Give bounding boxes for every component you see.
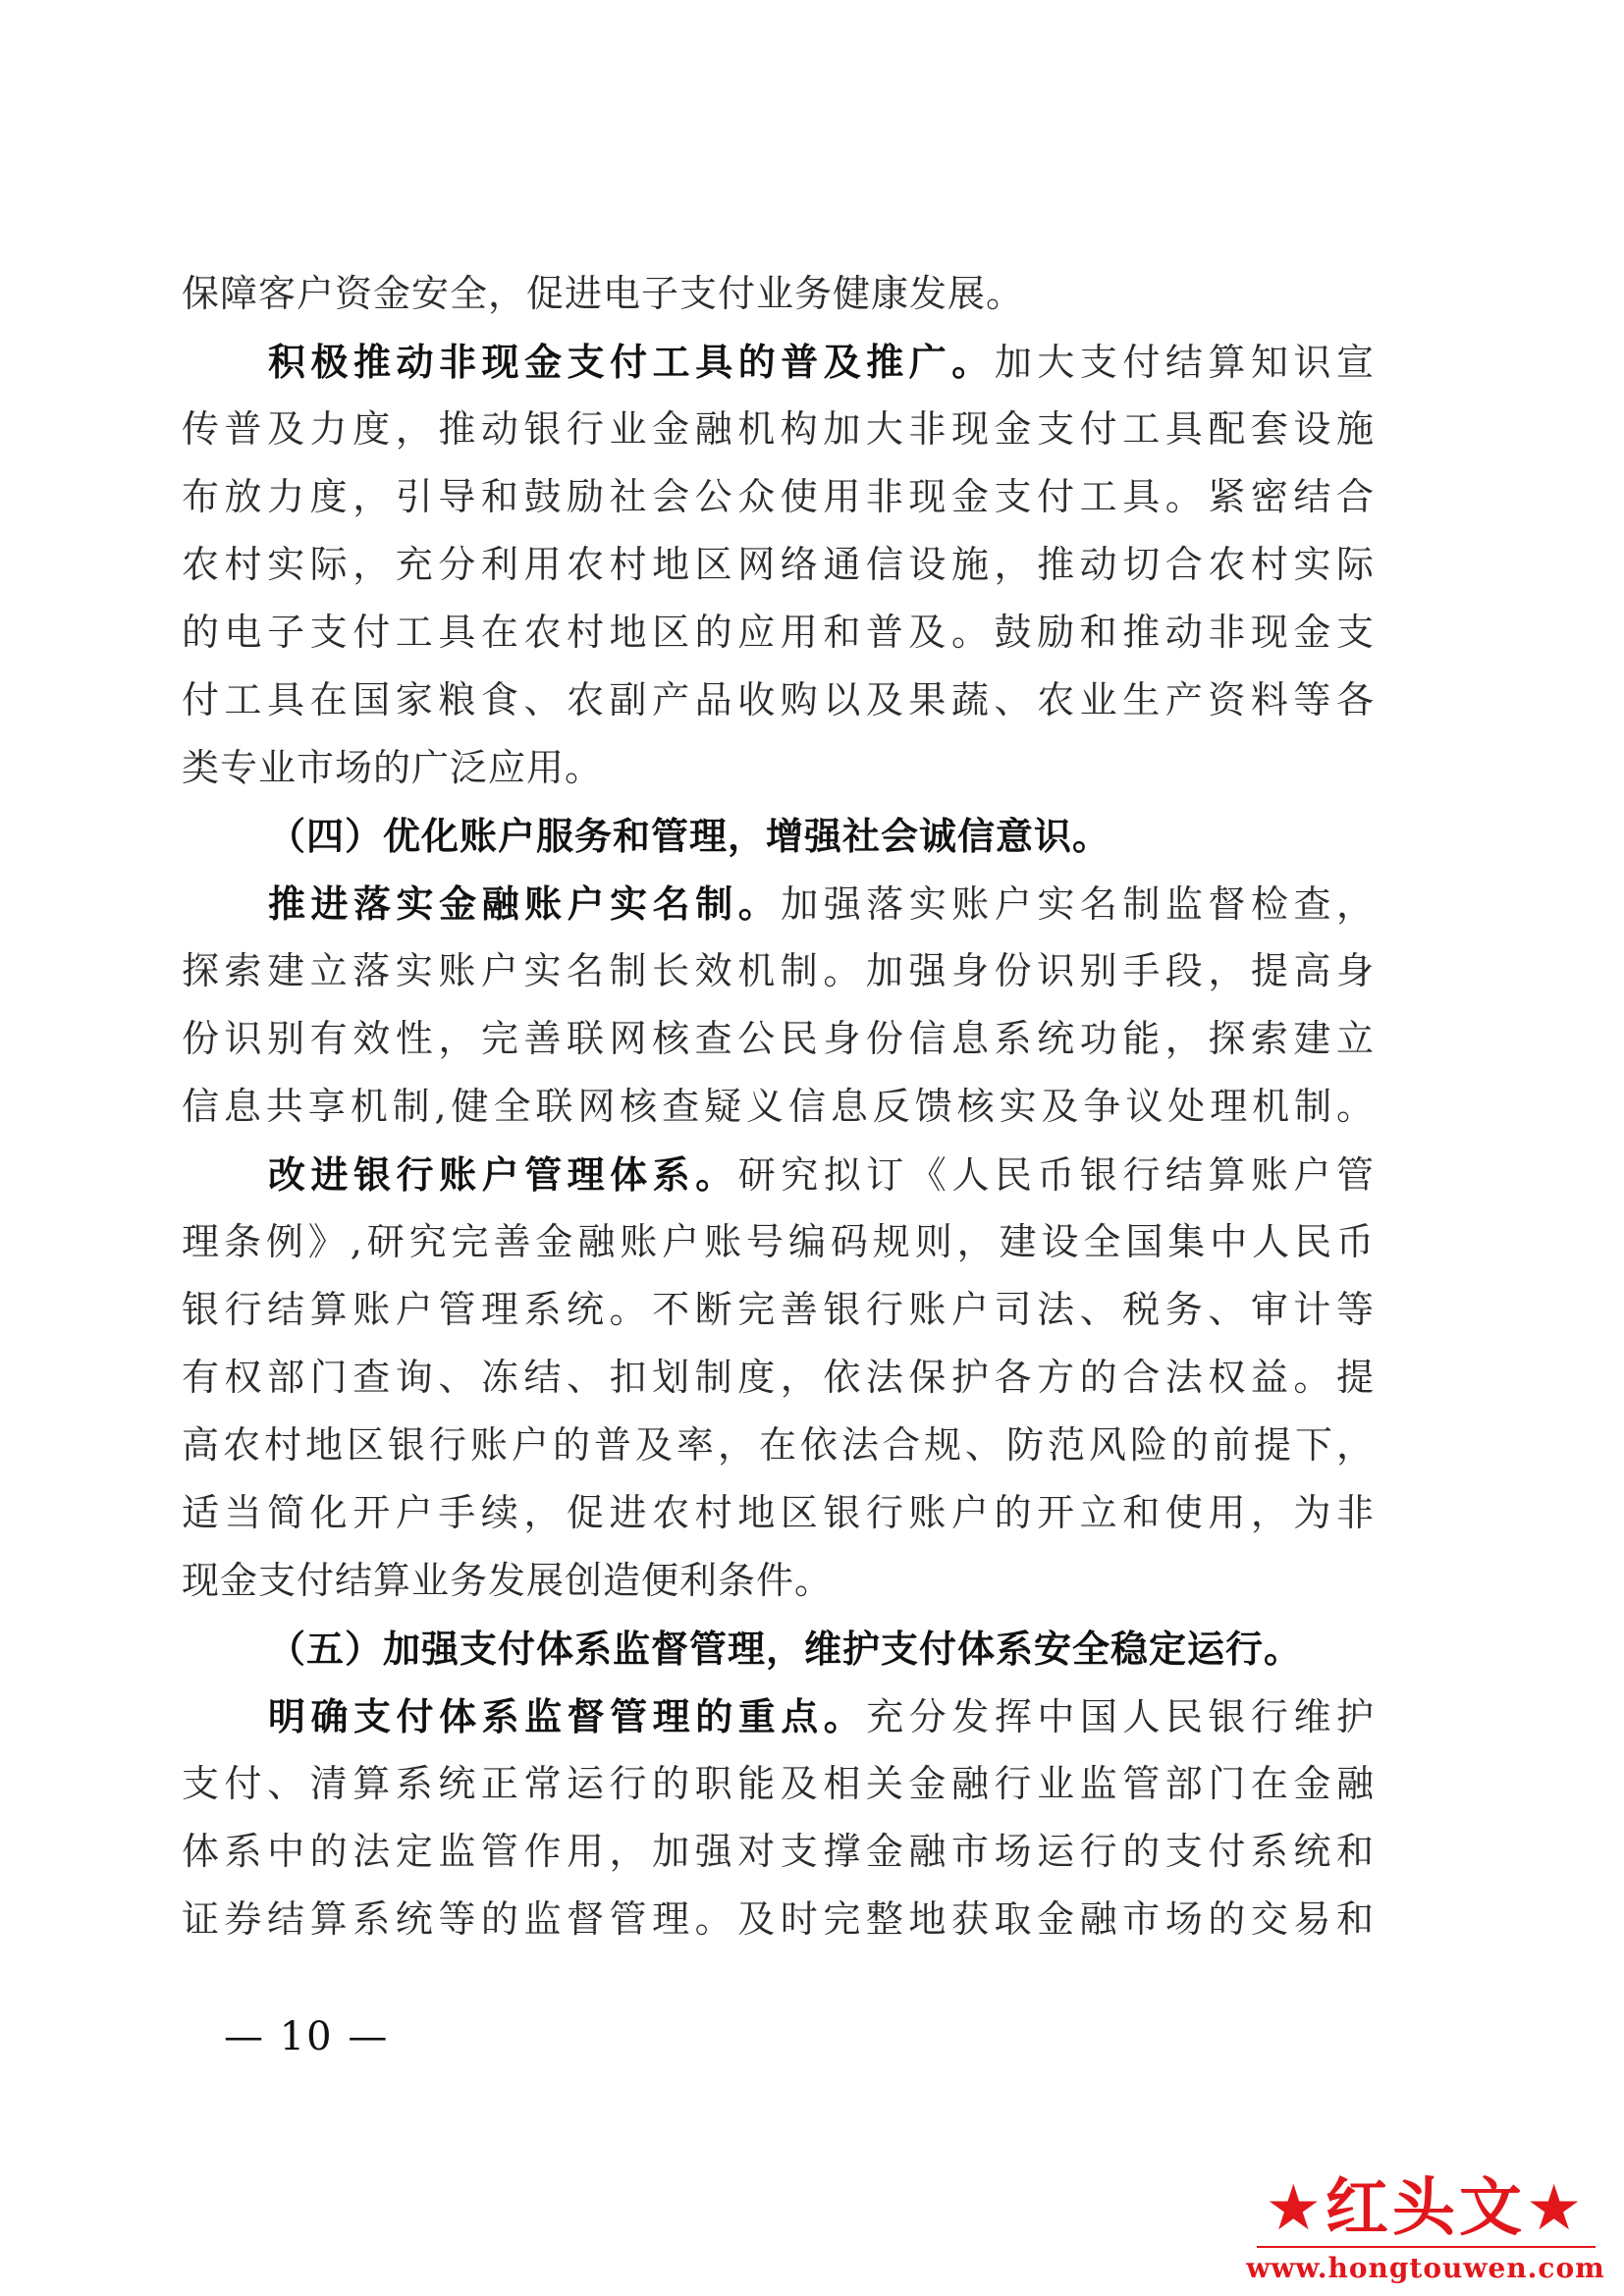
- line-text: 探索建立落实账户实名制长效机制。加强身份识别手段，提高身: [182, 949, 1375, 992]
- paragraph-line: [182, 937, 1375, 1005]
- line-text: 高农村地区银行账户的普及率，在依法合规、防范风险的前提下，: [182, 1423, 1375, 1467]
- line-text: 加大支付结算知识宣: [994, 341, 1375, 384]
- paragraph-line: [182, 1276, 1375, 1344]
- watermark-logo: [1239, 2158, 1612, 2285]
- line-text: 类专业市场的广泛应用。: [182, 746, 604, 789]
- line-text: 信息共享机制,健全联网核查疑义信息反馈核实及争议处理机制。: [182, 1085, 1375, 1128]
- paragraph-line: [182, 463, 1375, 531]
- line-text: 现金支付结算业务发展创造便利条件。: [182, 1559, 834, 1602]
- lead-heading: 明确支付体系监督管理的重点。: [268, 1694, 867, 1738]
- paragraph-line: [182, 1682, 1375, 1750]
- watermark-url: www.hongtouwen.com: [1246, 2252, 1605, 2284]
- line-text: 体系中的法定监管作用，加强对支撑金融市场运行的支付系统和: [182, 1830, 1375, 1873]
- line-text: 份识别有效性，完善联网核查公民身份信息系统功能，探索建立: [182, 1017, 1375, 1060]
- lead-heading: 改进银行账户管理体系。: [268, 1152, 738, 1197]
- line-text: 加强落实账户实名制监督检查，: [781, 882, 1375, 926]
- line-text: 研究拟订《人民币银行结算账户管: [737, 1153, 1375, 1197]
- watermark-title: [1239, 2158, 1612, 2248]
- paragraph-line: [182, 1344, 1375, 1412]
- paragraph-line: [182, 531, 1375, 599]
- paragraph-line: [182, 667, 1375, 734]
- document-body: [182, 260, 1375, 1953]
- lead-heading: 积极推动非现金支付工具的普及推广。: [268, 340, 995, 384]
- paragraph-line: [182, 1886, 1375, 1953]
- paragraph-line: [182, 1208, 1375, 1276]
- paragraph-line: [182, 1750, 1375, 1818]
- star-icon: ★: [1265, 2172, 1326, 2245]
- section-heading-text: （五）加强支付体系监督管理，维护支付体系安全稳定运行。: [268, 1627, 1303, 1671]
- paragraph-line: [182, 599, 1375, 667]
- section-heading: [182, 802, 1375, 870]
- line-text: 农村实际，充分利用农村地区网络通信设施，推动切合农村实际: [182, 543, 1375, 586]
- page-number: — 10 —: [224, 2014, 390, 2059]
- line-text: 适当简化开户手续，促进农村地区银行账户的开立和使用，为非: [182, 1491, 1375, 1534]
- line-text: 传普及力度，推动银行业金融机构加大非现金支付工具配套设施: [182, 407, 1375, 451]
- line-text: 支付、清算系统正常运行的职能及相关金融行业监管部门在金融: [182, 1762, 1375, 1805]
- line-text: 的电子支付工具在农村地区的应用和普及。鼓励和推动非现金支: [182, 611, 1375, 654]
- paragraph-line: [182, 870, 1375, 937]
- paragraph-line: [182, 1818, 1375, 1886]
- paragraph-line: [182, 328, 1375, 396]
- paragraph-line: [182, 260, 1375, 328]
- star-icon: ★: [1526, 2172, 1587, 2245]
- watermark-title-text: 红头文: [1326, 2172, 1526, 2245]
- line-text: 付工具在国家粮食、农副产品收购以及果蔬、农业生产资料等各: [182, 678, 1375, 721]
- line-text: 理条例》,研究完善金融账户账号编码规则，建设全国集中人民币: [182, 1220, 1375, 1263]
- line-text: 保障客户资金安全，促进电子支付业务健康发展。: [182, 272, 1025, 315]
- paragraph-line: [182, 1005, 1375, 1073]
- paragraph-line: [182, 396, 1375, 463]
- line-text: 证券结算系统等的监督管理。及时完整地获取金融市场的交易和: [182, 1897, 1375, 1941]
- line-text: 充分发挥中国人民银行维护: [866, 1695, 1375, 1738]
- paragraph-line: [182, 734, 1375, 802]
- line-text: 布放力度，引导和鼓励社会公众使用非现金支付工具。紧密结合: [182, 475, 1375, 518]
- line-text: 有权部门查询、冻结、扣划制度，依法保护各方的合法权益。提: [182, 1356, 1375, 1399]
- line-text: 银行结算账户管理系统。不断完善银行账户司法、税务、审计等: [182, 1288, 1375, 1331]
- paragraph-line: [182, 1547, 1375, 1615]
- section-heading: [182, 1615, 1375, 1682]
- paragraph-line: [182, 1141, 1375, 1208]
- paragraph-line: [182, 1412, 1375, 1479]
- lead-heading: 推进落实金融账户实名制。: [268, 881, 782, 926]
- paragraph-line: [182, 1479, 1375, 1547]
- watermark-divider: [1257, 2246, 1596, 2248]
- section-heading-text: （四）优化账户服务和管理，增强社会诚信意识。: [268, 814, 1111, 858]
- paragraph-line: [182, 1073, 1375, 1141]
